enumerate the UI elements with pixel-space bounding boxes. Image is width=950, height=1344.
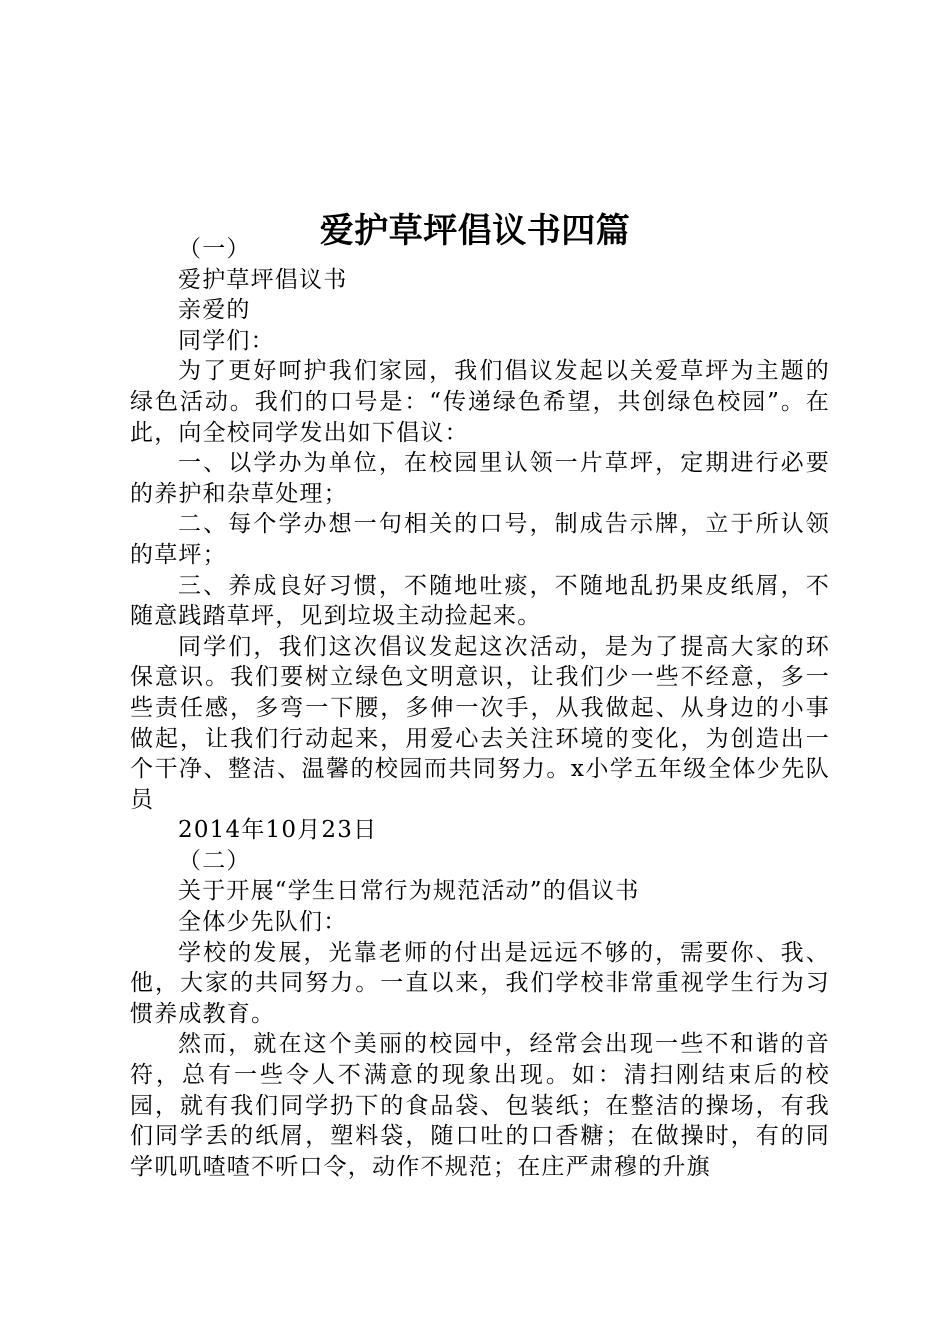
section-heading: 爱护草坪倡议书 <box>178 266 348 293</box>
body-paragraph: 三、养成良好习惯，不随地吐痰，不随地乱扔果皮纸屑，不随意践踏草坪，见到垃圾主动捡起来。 <box>130 572 830 630</box>
section-number: （一） <box>178 236 251 262</box>
document-body <box>130 234 830 1182</box>
salutation-line: 亲爱的 <box>178 297 251 324</box>
salutation-line: 全体少先队们： <box>178 909 348 936</box>
date-line: 2014年10月23日 <box>178 817 378 844</box>
document-title: 爱护草坪倡议书四篇 <box>319 210 631 251</box>
salutation-line: 同学们： <box>178 327 275 354</box>
section-number: （二） <box>178 847 251 874</box>
section-heading: 关于开展“学生日常行为规范活动”的倡议书 <box>178 878 640 905</box>
body-paragraph: 学校的发展，光靠老师的付出是远远不够的，需要你、我、他，大家的共同努力。一直以来，我们学校非常重视学生行为习惯养成教育。 <box>130 939 830 1027</box>
body-paragraph: 为了更好呵护我们家园，我们倡议发起以关爱草坪为主题的绿色活动。我们的口号是：“传递绿色希望，共创绿色校园”。在此，向全校同学发出如下倡议： <box>130 358 830 446</box>
body-paragraph: 一、以学办为单位，在校园里认领一片草坪，定期进行必要的养护和杂草处理； <box>130 450 830 507</box>
body-paragraph: 然而，就在这个美丽的校园中，经常会出现一些不和谐的音符，总有一些令人不满意的现象出现。如：清扫刚结束后的校园，就有我们同学扔下的食品袋、包装纸；在整洁的操场，有我们同学丢的纸屑，塑料袋，随口吐的口香糖；在做操时，有的同学叽叽喳喳不听口令，动作不规范；在庄严肃穆的升旗 <box>130 1031 830 1180</box>
body-paragraph: 二、每个学办想一句相关的口号，制成告示牌，立于所认领的草坪； <box>130 511 830 568</box>
body-paragraph: 同学们，我们这次倡议发起这次活动，是为了提高大家的环保意识。我们要树立绿色文明意识，让我们少一些不经意，多一些责任感，多弯一下腰，多伸一次手，从我做起、从身边的小事做起，让我们行动起来，用爱心去关注环境的变化，为创造出一个干净、整洁、温馨的校园而共同努力。x小学五年级全体少先队员 <box>130 633 830 813</box>
